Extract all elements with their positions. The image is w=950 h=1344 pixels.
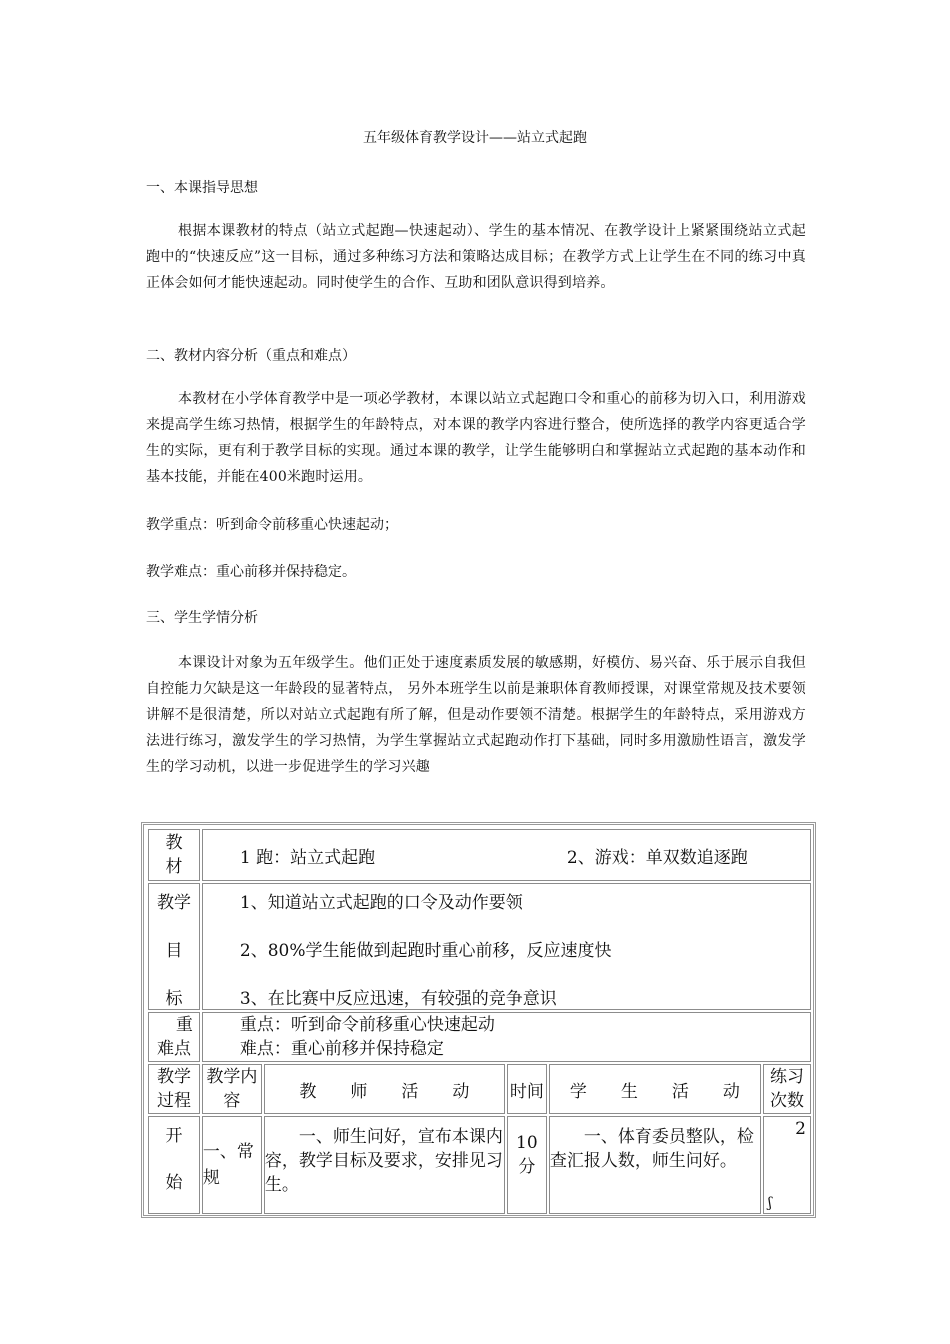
table-row [148,1116,811,1214]
row-process: 开 始 [148,1116,200,1214]
key-point: 重点：听到命令前移重心快速起动 [239,1015,495,1035]
key-difficult-label: 重 难点 [148,1012,200,1062]
section-1-paragraph: 根据本课教材的特点（站立式起跑—快速起动）、学生的基本情况、在教学设计上紧紧围绕站立式起跑中的“快速反应”这一目标，通过多种练习方法和策略达成目标；在教学方式上让学生在不同的练习中真正体会如何才能快速起动。同时使学生的合作、互助和团队意识得到培养。 [146,223,806,291]
material-item-2: 2、游戏：单双数追逐跑 [566,847,748,868]
header-content: 教学内容 [202,1064,262,1114]
section-3-heading: 三、学生学情分析 [146,610,258,626]
goal-2: 2、80%学生能做到起跑时重心前移，反应速度快 [239,941,612,961]
teaching-difficult-point: 教学难点：重心前移并保持稳定。 [146,564,356,580]
lesson-plan-table [141,822,816,1218]
header-practice-count: 练习次数 [763,1064,811,1114]
document-title: 五年级体育教学设计——站立式起跑 [363,130,587,146]
row-time: 10分 [507,1116,547,1214]
teaching-key-point: 教学重点：听到命令前移重心快速起动； [146,517,398,533]
section-2-heading: 二、教材内容分析（重点和难点） [146,348,356,364]
material-content [202,829,811,881]
difficult-point: 难点：重心前移并保持稳定 [239,1039,444,1059]
row-content: 一、常规 [202,1116,262,1214]
material-row [148,829,811,881]
goal-1: 1、知道站立式起跑的口令及动作要领 [239,893,523,913]
goals-content [202,883,811,1010]
section-2-paragraph: 本教材在小学体育教学中是一项必学教材，本课以站立式起跑口令和重心的前移为切入口，利用游戏来提高学生练习热情，根据学生的年龄特点，对本课的教学内容进行整合，使所选择的教学内容更适合学生的实际，更有利于教学目标的实现。通过本课的教学，让学生能够明白和掌握站立式起跑的基本动作和基本技能，并能在400米跑时运用。 [146,391,806,485]
row-practice-count: 2 ʃ [763,1116,811,1214]
header-student-activity: 学 生 活 动 [549,1064,761,1114]
header-process: 教学过程 [148,1064,200,1114]
section-1-heading: 一、本课指导思想 [146,180,258,196]
material-item-1: 1 跑：站立式起跑 [239,847,376,868]
material-label: 教 材 [148,829,200,881]
goals-label: 教学 目 标 [148,883,200,1010]
header-time: 时间 [507,1064,547,1114]
section-3-paragraph: 本课设计对象为五年级学生。他们正处于速度素质发展的敏感期，好模仿、易兴奋、乐于展示自我但自控能力欠缺是这一年龄段的显著特点， 另外本班学生以前是兼职体育教师授课，对课堂常规及技术要领讲解不是很清楚，所以对站立式起跑有所了解，但是动作要领不清楚。根据学生的年龄特点，采用游戏方法进行练习，激发学生的学习热情，为学生掌握站立式起跑动作打下基础，同时多用激励性语言，激发学生的学习动机，以进一步促进学生的学习兴趣 [146,655,806,775]
row-teacher-activity: 一、师生问好，宣布本课内容，教学目标及要求，安排见习生。 [264,1116,505,1214]
row-student-activity: 一、体育委员整队，检查汇报人数，师生问好。 [549,1116,761,1214]
goals-row [148,883,811,1010]
key-difficult-content [202,1012,811,1062]
header-row [148,1064,811,1114]
goal-3: 3、在比赛中反应迅速，有较强的竞争意识 [239,989,557,1009]
header-teacher-activity: 教 师 活 动 [264,1064,505,1114]
key-difficult-row [148,1012,811,1062]
